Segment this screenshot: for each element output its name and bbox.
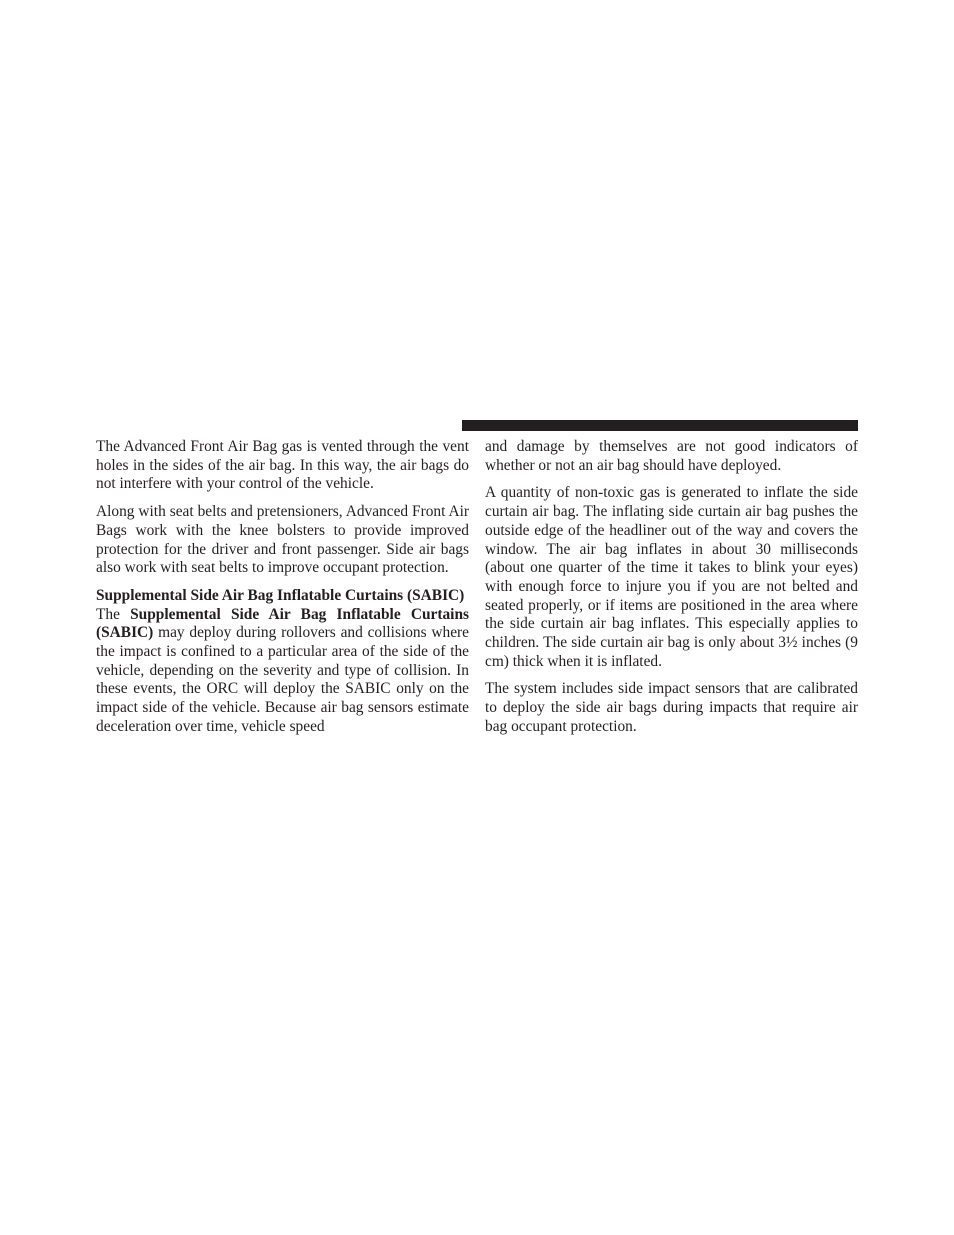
- paragraph-damage-indicators: and damage by themselves are not good indicators of whether or not an air bag should have deployed.: [485, 438, 858, 474]
- paragraph-non-toxic-gas: A quantity of non-toxic gas is generated to inflate the side curtain air bag. The inflating side curtain air bag pushes the outside edge of the headliner out of the way and covers the window. The air bag inflates in about 30 milliseconds (about one quarter of the time it takes to blink your eyes) with enough force to injure you if you are not belted and seated properly, or if items are positioned in the area where the side curtain air bag inflates. This especially applies to children. The side curtain air bag is only about 3½ inches (9 cm) thick when it is inflated.: [485, 484, 858, 670]
- paragraph-sabic-rest: may deploy during rollovers and collisions where the impact is confined to a particular area of the side of the vehicle, depending on the severity and type of collision. In these events, the ORC will deploy the SABIC only on the impact side of the vehicle. Because air bag sensors estimate deceleration over time, vehicle speed: [96, 624, 469, 735]
- paragraph-seat-belts-pretensioners: Along with seat belts and pretensioners, Advanced Front Air Bags work with the knee bolsters to provide improved protection for the driver and front passenger. Side air bags also work with seat belts to improve occupant protection.: [96, 503, 469, 577]
- right-column: [485, 438, 858, 746]
- paragraph-side-impact-sensors: The system includes side impact sensors that are calibrated to deploy the side air bags during impacts that require air bag occupant protection.: [485, 680, 858, 735]
- paragraph-sabic-deploy: [96, 606, 469, 737]
- section-header-bar: [462, 420, 858, 431]
- section-heading-sabic: Supplemental Side Air Bag Inflatable Curtains (SABIC): [96, 586, 465, 604]
- paragraph-sabic-prefix: The: [96, 605, 131, 623]
- paragraph-vent-holes: The Advanced Front Air Bag gas is vented through the vent holes in the sides of the air bag. In this way, the air bags do not interfere with your control of the vehicle.: [96, 438, 469, 493]
- left-column: [96, 438, 469, 737]
- paragraph-sabic-bold-term: Supplemental Side Air Bag Inflatable Curtains (SABIC): [96, 605, 469, 642]
